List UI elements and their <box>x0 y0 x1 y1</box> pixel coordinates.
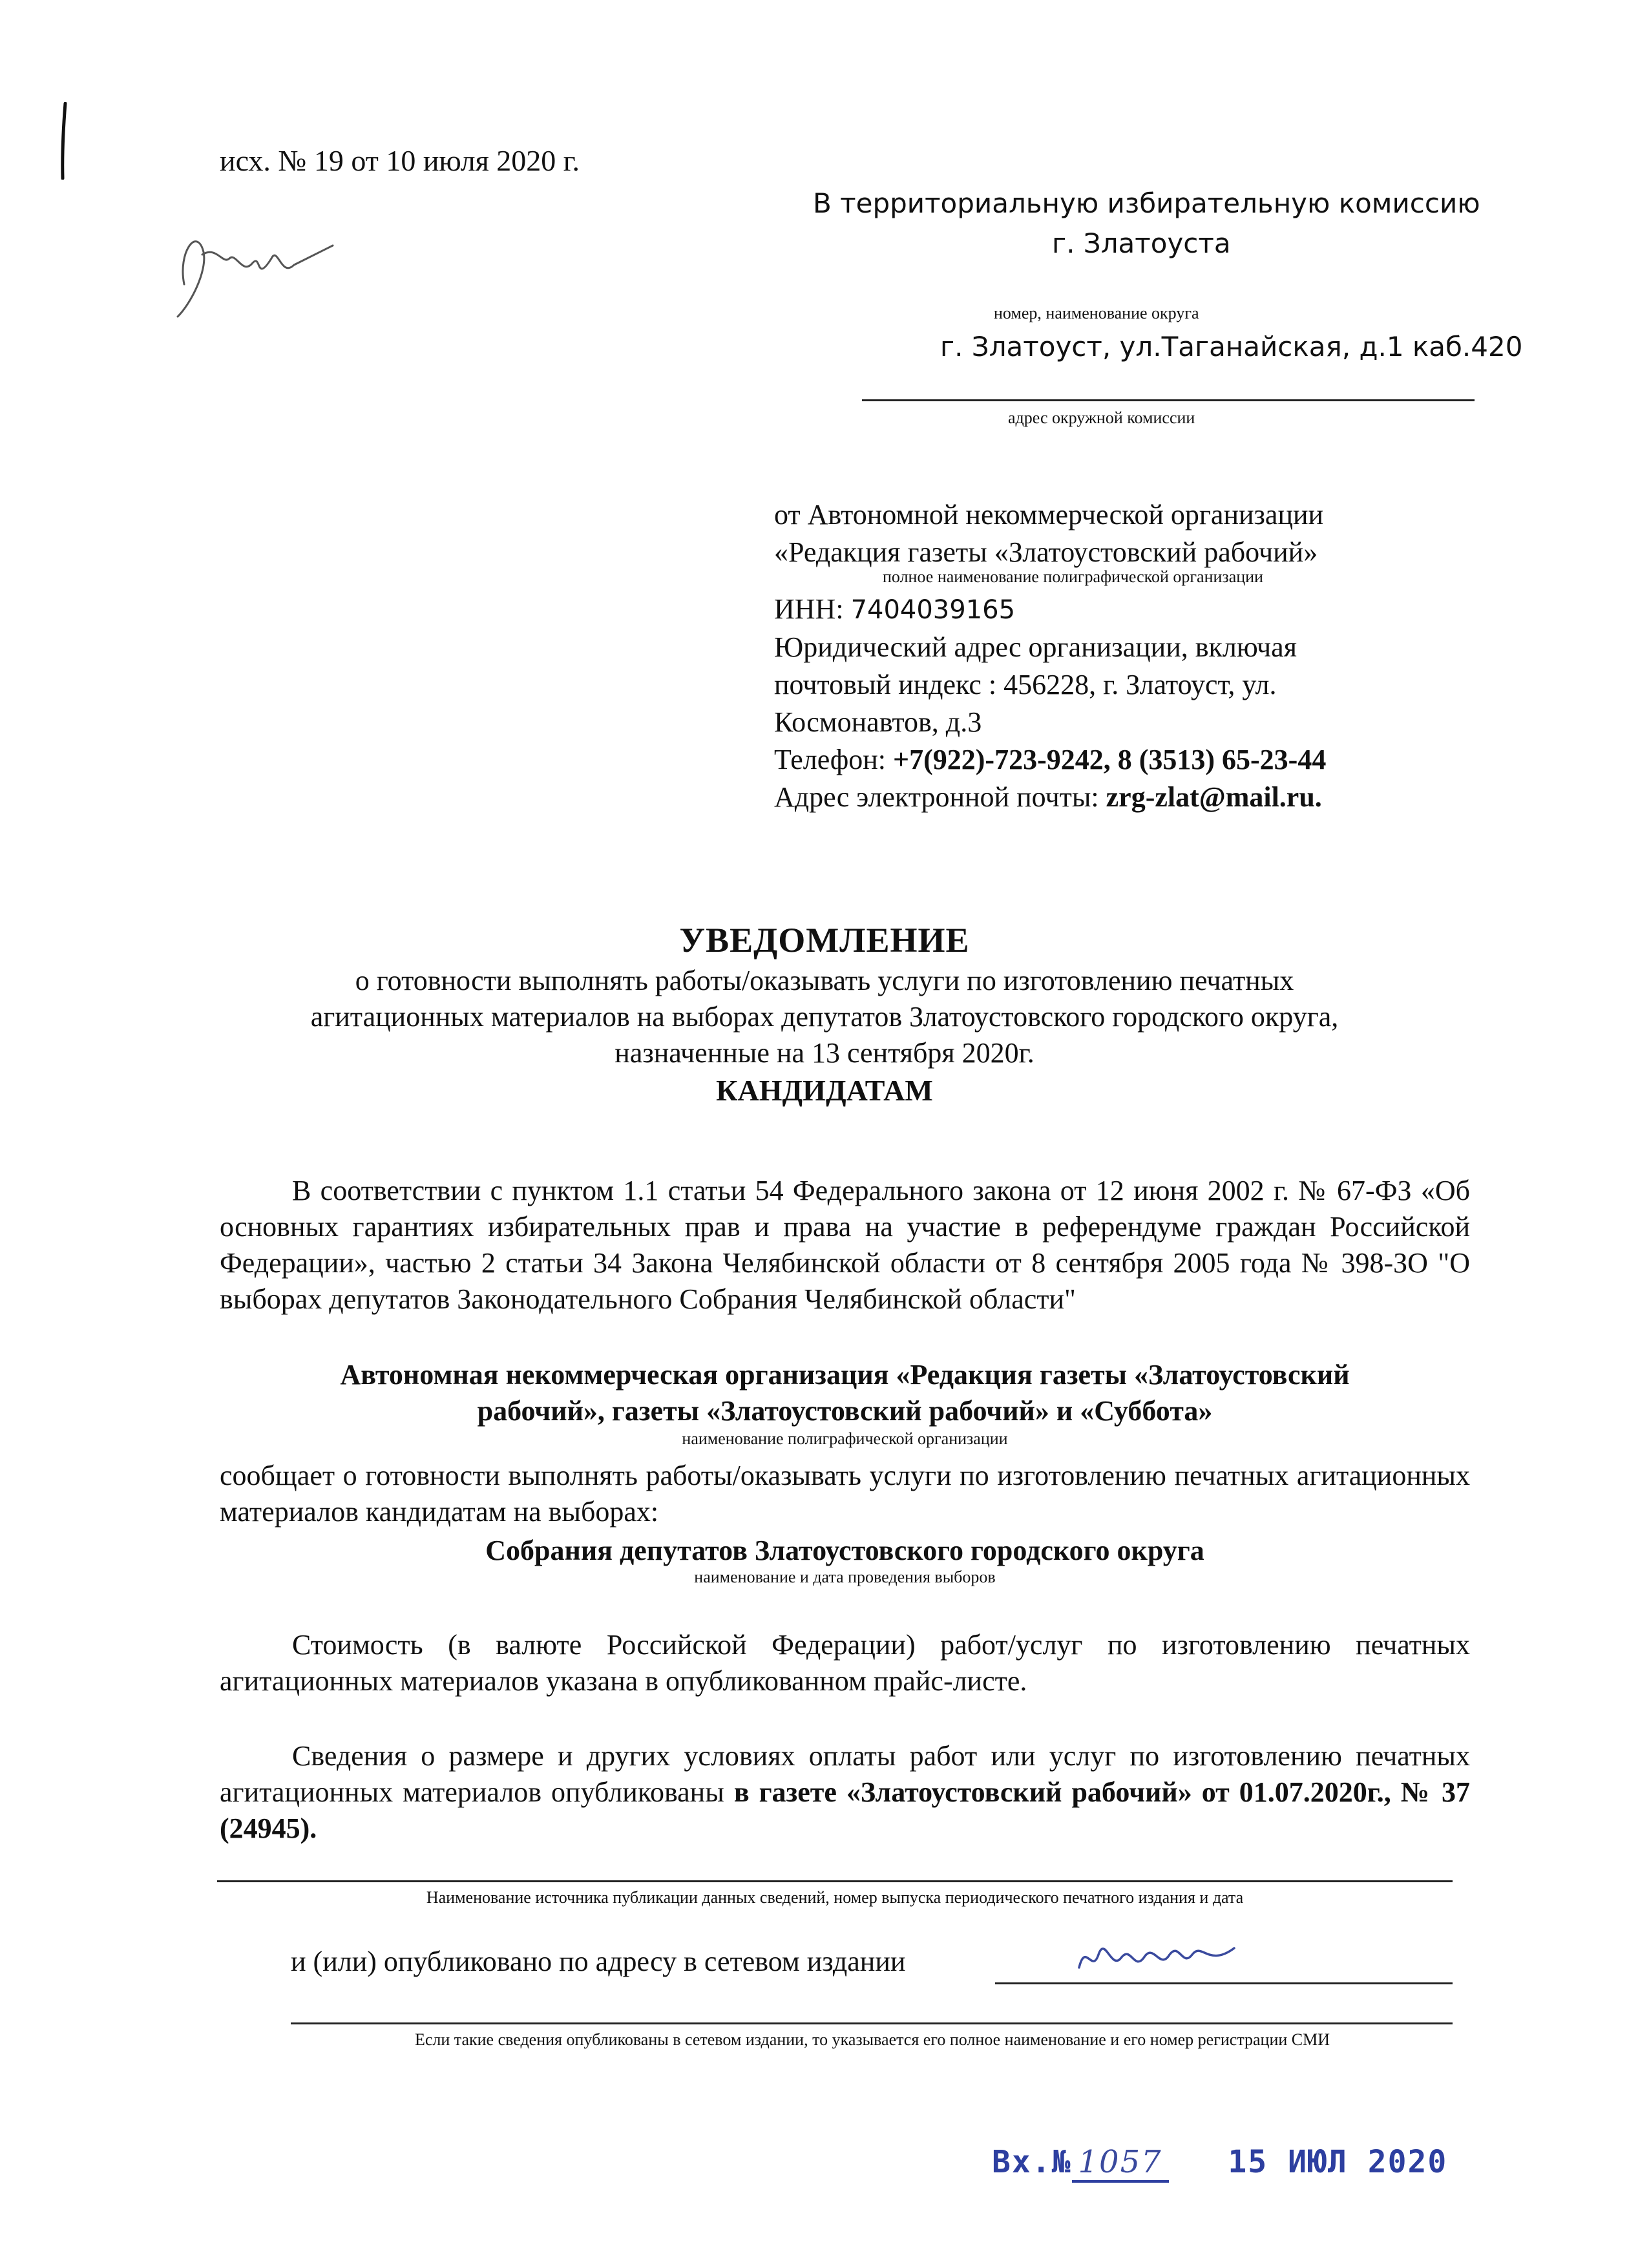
inn-label: ИНН: <box>774 593 851 625</box>
sender-email <box>774 779 1511 816</box>
stamp-number: 1057 <box>1072 2144 1169 2183</box>
stamp-date: 15 ИЮЛ 2020 <box>1228 2144 1448 2180</box>
inn-value: 7404039165 <box>850 595 1016 625</box>
elections-name: Собрания депутатов Златоустовского городского округа <box>485 1535 1204 1566</box>
commission-address: г. Златоуст, ул.Таганайская, д.1 каб.420 <box>940 331 1523 362</box>
sender-line-2: «Редакция газеты «Златоустовский рабочий» <box>774 536 1318 568</box>
address-underline <box>862 399 1475 401</box>
payment-terms-source: в газете «Златоустовский рабочий» от 01.07.2020г., № 37 (24945). <box>220 1776 1470 1844</box>
organization-name-line-1: Автономная некоммерческая организация «Редакция газеты «Златоустовский <box>340 1359 1350 1391</box>
sender-address-line-2: почтовый индекс : 456228, г. Златоуст, ул. <box>774 669 1277 700</box>
notice-subtitle-2: агитационных материалов на выборах депутатов Златоустовского городского округа, <box>310 1001 1339 1033</box>
sender-line-1: от Автономной некоммерческой организации <box>774 499 1324 530</box>
handwritten-mark <box>1073 1929 1241 1984</box>
email-value: zrg-zlat@mail.ru. <box>1106 781 1322 813</box>
sender-name-caption: полное наименование полиграфической организации <box>883 567 1263 586</box>
paragraph-legal-basis: В соответствии с пунктом 1.1 статьи 54 Федерального закона от 12 июня 2002 г. № 67-ФЗ «Об основных гарантиях избирательных прав и права на участие в референдуме граждан Российской Федерации», частью 2 статьи 34 Закона Челябинской области от 8 сентября 2005 года № 398-ЗО "О выборах депутатов Законодательного Собрания Челябинской области" <box>220 1175 1470 1315</box>
district-caption: номер, наименование округа <box>994 304 1199 322</box>
notice-subtitle-3: назначенные на 13 сентября 2020г. <box>614 1037 1035 1069</box>
handwritten-initials <box>165 213 339 326</box>
paragraph-cost: Стоимость (в валюте Российской Федерации) работ/услуг по изготовлению печатных агитационных материалов указана в опубликованном прайс-листе. <box>220 1629 1470 1697</box>
addressee-line-2: г. Златоуста <box>1052 227 1231 259</box>
phone-value: +7(922)-723-9242, 8 (3513) 65-23-44 <box>893 744 1327 775</box>
outgoing-reference: исх. № 19 от 10 июля 2020 г. <box>220 144 580 177</box>
margin-pen-mark <box>59 102 65 178</box>
notice-title: УВЕДОМЛЕНИЕ <box>679 921 970 960</box>
paragraph-readiness: сообщает о готовности выполнять работы/оказывать услуги по изготовлению печатных агитационных материалов кандидатам на выборах: <box>220 1460 1470 1528</box>
stamp-prefix: Вх.№ <box>992 2144 1072 2180</box>
sender-phone <box>774 741 1511 779</box>
address-caption: адрес окружной комиссии <box>1008 408 1195 427</box>
payment-terms-text: Сведения о размере и других условиях оплаты работ или услуг по изготовлению печатных агитационных материалов опубликованы <box>220 1740 1470 1808</box>
addressee-line-1: В территориальную избирательную комиссию <box>813 187 1480 219</box>
organization-name-line-2: рабочий», газеты «Златоустовский рабочий» и «Суббота» <box>477 1395 1213 1427</box>
incoming-stamp <box>992 2144 1447 2183</box>
paragraph-payment-terms <box>220 1738 1470 1847</box>
sender-address-line-3: Космонавтов, д.3 <box>774 706 982 738</box>
organization-caption: наименование полиграфической организации <box>682 1429 1008 1448</box>
online-publication-label: и (или) опубликовано по адресу в сетевом издании <box>291 1946 906 1977</box>
online-publication-caption: Если такие сведения опубликованы в сетевом издании, то указывается его полное наименование и его номер регистрации СМИ <box>414 2030 1330 2049</box>
online-publication-caption-line <box>291 2022 1453 2024</box>
organization-name <box>220 1357 1470 1429</box>
sender-inn <box>774 591 1511 629</box>
elections-caption: наименование и дата проведения выборов <box>694 1568 996 1586</box>
source-caption: Наименование источника публикации данных сведений, номер выпуска периодического печатного издания и дата <box>426 1888 1244 1907</box>
sender-block <box>774 496 1511 816</box>
notice-recipients: КАНДИДАТАМ <box>716 1074 933 1107</box>
notice-subtitle-1: о готовности выполнять работы/оказывать услуги по изготовлению печатных <box>355 965 1294 996</box>
source-underline <box>217 1880 1453 1882</box>
sender-address-line-1: Юридический адрес организации, включая <box>774 631 1297 663</box>
notice-heading <box>0 918 1649 1110</box>
email-label: Адрес электронной почты: <box>774 781 1106 813</box>
phone-label: Телефон: <box>774 744 894 775</box>
